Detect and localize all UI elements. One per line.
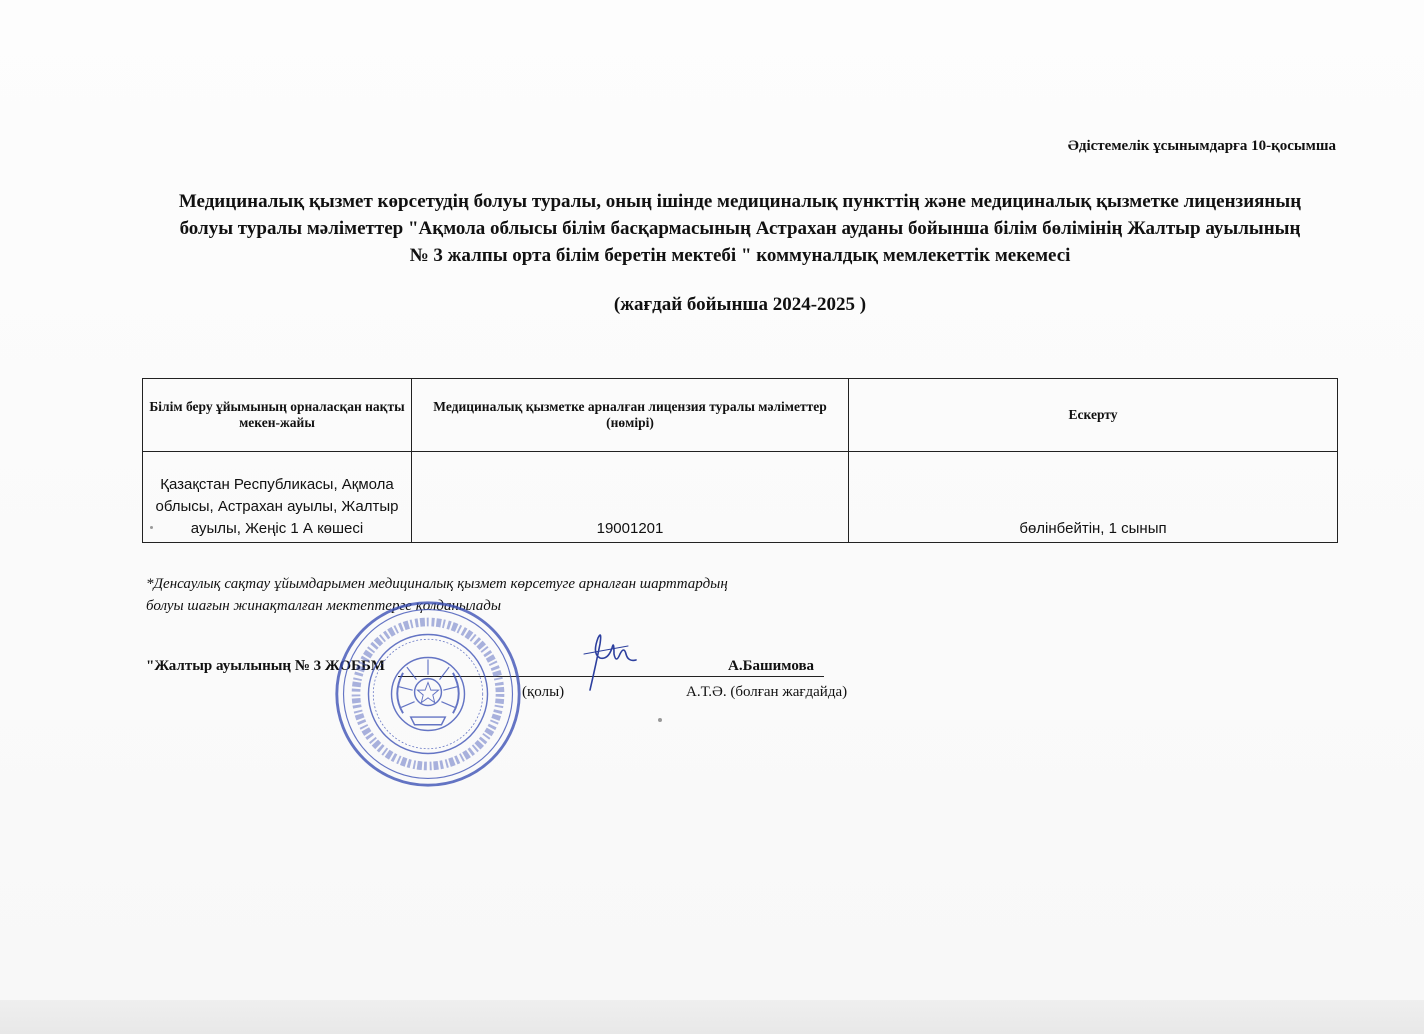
cell-remark: бөлінбейтін, 1 сынып: [849, 452, 1338, 543]
footnote-line-2: болуы шағын жинақталған мектептерге қолданылады: [146, 598, 502, 614]
signature-organization: "Жалтыр ауылының № 3 ЖОББМ: [146, 658, 386, 674]
cell-address: Қазақстан Республикасы, Ақмола облысы, Астрахан ауылы, Жалтыр ауылы, Жеңіс 1 А көшесі: [143, 452, 412, 543]
header-license: Медициналық қызметке арналған лицензия туралы мәліметтер (нөмірі): [412, 379, 849, 452]
handwritten-signature: [576, 624, 646, 694]
license-table: [142, 378, 1338, 543]
name-caption: А.Т.Ә. (болған жағдайда): [686, 684, 848, 700]
footnote-line-1: *Денсаулық сақтау ұйымдарымен медициналық қызмет көрсетуге арналған шарттардың: [146, 576, 728, 592]
scan-edge: [0, 1000, 1424, 1034]
cell-license-number: 19001201: [412, 452, 849, 543]
title-line-2: болуы туралы мәліметтер "Ақмола облысы білім басқармасының Астрахан ауданы бойынша білім бөлімінің Жалтыр ауылының: [179, 218, 1301, 239]
signature-caption: (қолы): [522, 684, 565, 700]
table-row: [143, 452, 1338, 543]
paper-speck: [658, 718, 662, 722]
header-address: Білім беру ұйымының орналасқан нақты мекен-жайы: [143, 379, 412, 452]
title-line-3: № 3 жалпы орта білім беретін мектебі " коммуналдық мемлекеттік мекемесі: [409, 245, 1071, 266]
official-stamp-icon: [332, 598, 524, 790]
title-line-1: Медициналық қызмет көрсетудің болуы туралы, оның ішінде медициналық пункттің және медициналық қызметке лицензияның: [178, 191, 1302, 212]
header-remark: Ескерту: [849, 379, 1338, 452]
document-subtitle: (жағдай бойынша 2024-2025 ): [613, 294, 867, 315]
paper-speck: [150, 526, 153, 529]
signatory-name: А.Башимова: [728, 658, 815, 674]
document-title: [120, 188, 1360, 269]
table-header-row: [143, 379, 1338, 452]
annex-label: Әдістемелік ұсынымдарға 10-қосымша: [1067, 138, 1336, 154]
